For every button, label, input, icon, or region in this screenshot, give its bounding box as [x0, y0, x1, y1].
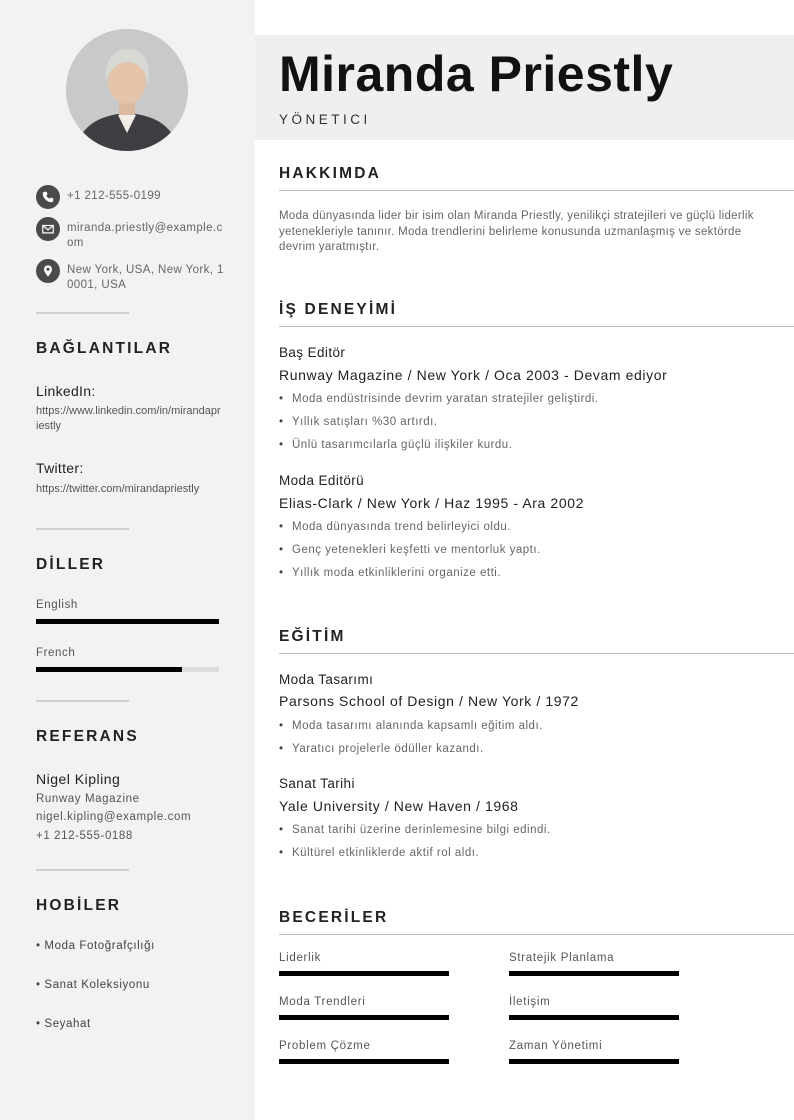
skill-level-bar: [509, 1015, 679, 1020]
contact-email: [36, 217, 226, 251]
linkedin-link[interactable]: https://www.linkedin.com/in/mirandapriestly: [36, 405, 221, 432]
about-title: HAKKIMDA: [279, 165, 381, 182]
contact-address: [36, 259, 226, 293]
skill-level-bar: [279, 1015, 449, 1020]
hobby-item: • Seyahat: [36, 1018, 91, 1030]
language-name: French: [36, 647, 76, 659]
language-level-bar: [36, 619, 219, 624]
language-level-fill: [36, 667, 182, 672]
skill-name: Stratejik Planlama: [509, 952, 615, 964]
job-bullet: • Ünlü tasarımcılarla güçlü ilişkiler kurdu.: [279, 439, 513, 451]
languages-title: DİLLER: [36, 556, 106, 573]
sidebar-divider: [36, 312, 129, 314]
education-bullet: • Yaratıcı projelerle ödüller kazandı.: [279, 743, 484, 755]
about-text: Moda dünyasında lider bir isim olan Miranda Priestly, yenilikçi stratejileri ve güçlü liderlik yetenekleriyle tanınır. Moda trendlerini belirleme konusunda uzmanlaşmış ve sektörde devrim yaratmıştır.: [279, 210, 754, 253]
job-bullet: • Yıllık moda etkinliklerini organize etti.: [279, 567, 502, 579]
avatar: [66, 29, 188, 151]
job-bullet: • Yıllık satışları %30 artırdı.: [279, 416, 438, 428]
reference-name: Nigel Kipling: [36, 771, 121, 787]
section-rule: [279, 653, 794, 654]
reference-phone: +1 212-555-0188: [36, 830, 133, 842]
skill-level-fill: [509, 1015, 679, 1020]
job-bullet: • Moda dünyasında trend belirleyici oldu.: [279, 521, 511, 533]
linkedin-label: LinkedIn:: [36, 383, 96, 399]
phone-text[interactable]: +1 212-555-0199: [67, 190, 161, 202]
education-subtitle: Parsons School of Design / New York / 1972: [279, 693, 579, 709]
job-bullet: • Moda endüstrisinde devrim yaratan stratejiler geliştirdi.: [279, 393, 599, 405]
reference-email[interactable]: nigel.kipling@example.com: [36, 811, 192, 823]
skill-level-fill: [279, 971, 449, 976]
profile-photo: [66, 29, 188, 151]
education-title-item: Sanat Tarihi: [279, 776, 355, 791]
skill-name: Zaman Yönetimi: [509, 1040, 603, 1052]
twitter-label: Twitter:: [36, 460, 84, 476]
contact-phone: [36, 185, 226, 209]
skill-level-bar: [279, 971, 449, 976]
contact-list: [36, 185, 226, 301]
job-title: Moda Editörü: [279, 473, 365, 488]
experience-title: İŞ DENEYİMİ: [279, 301, 398, 318]
skill-level-bar: [279, 1059, 449, 1064]
hobbies-title: HOBİLER: [36, 897, 122, 914]
education-bullet: • Sanat tarihi üzerine derinlemesine bilgi edindi.: [279, 824, 551, 836]
skills-title: BECERİLER: [279, 909, 389, 926]
address-text: New York, USA, New York, 10001, USA: [67, 264, 224, 291]
job-bullet: • Genç yetenekleri keşfetti ve mentorluk yaptı.: [279, 544, 541, 556]
skill-level-bar: [509, 1059, 679, 1064]
section-rule: [279, 190, 794, 191]
skill-level-fill: [509, 1059, 679, 1064]
skill-level-fill: [509, 971, 679, 976]
connections-title: BAĞLANTILAR: [36, 340, 173, 357]
email-text[interactable]: miranda.priestly@example.com: [67, 222, 223, 249]
person-role: YÖNETICI: [279, 112, 371, 127]
sidebar-divider: [36, 869, 129, 871]
location-pin-icon: [36, 259, 60, 283]
language-level-fill: [36, 619, 219, 624]
skill-level-fill: [279, 1015, 449, 1020]
person-name: Miranda Priestly: [279, 46, 674, 102]
job-title: Baş Editör: [279, 345, 346, 360]
skill-name: İletişim: [509, 996, 551, 1008]
twitter-link[interactable]: https://twitter.com/mirandapriestly: [36, 483, 200, 495]
reference-title: REFERANS: [36, 728, 139, 745]
skill-name: Problem Çözme: [279, 1040, 371, 1052]
skill-level-bar: [509, 971, 679, 976]
education-title: EĞİTİM: [279, 628, 346, 645]
sidebar-divider: [36, 700, 129, 702]
reference-company: Runway Magazine: [36, 793, 140, 805]
skill-level-fill: [279, 1059, 449, 1064]
education-title-item: Moda Tasarımı: [279, 672, 374, 687]
hobby-item: • Sanat Koleksiyonu: [36, 979, 150, 991]
skill-name: Moda Trendleri: [279, 996, 366, 1008]
education-bullet: • Moda tasarımı alanında kapsamlı eğitim aldı.: [279, 720, 543, 732]
education-subtitle: Yale University / New Haven / 1968: [279, 798, 519, 814]
section-rule: [279, 934, 794, 935]
language-level-bar: [36, 667, 219, 672]
education-bullet: • Kültürel etkinliklerde aktif rol aldı.: [279, 847, 480, 859]
email-icon: [36, 217, 60, 241]
language-name: English: [36, 599, 78, 611]
section-rule: [279, 326, 794, 327]
job-subtitle: Runway Magazine / New York / Oca 2003 - Devam ediyor: [279, 367, 668, 383]
hobby-item: • Moda Fotoğrafçılığı: [36, 940, 155, 952]
skill-name: Liderlik: [279, 952, 322, 964]
sidebar-divider: [36, 528, 129, 530]
phone-icon: [36, 185, 60, 209]
job-subtitle: Elias-Clark / New York / Haz 1995 - Ara 2002: [279, 495, 584, 511]
